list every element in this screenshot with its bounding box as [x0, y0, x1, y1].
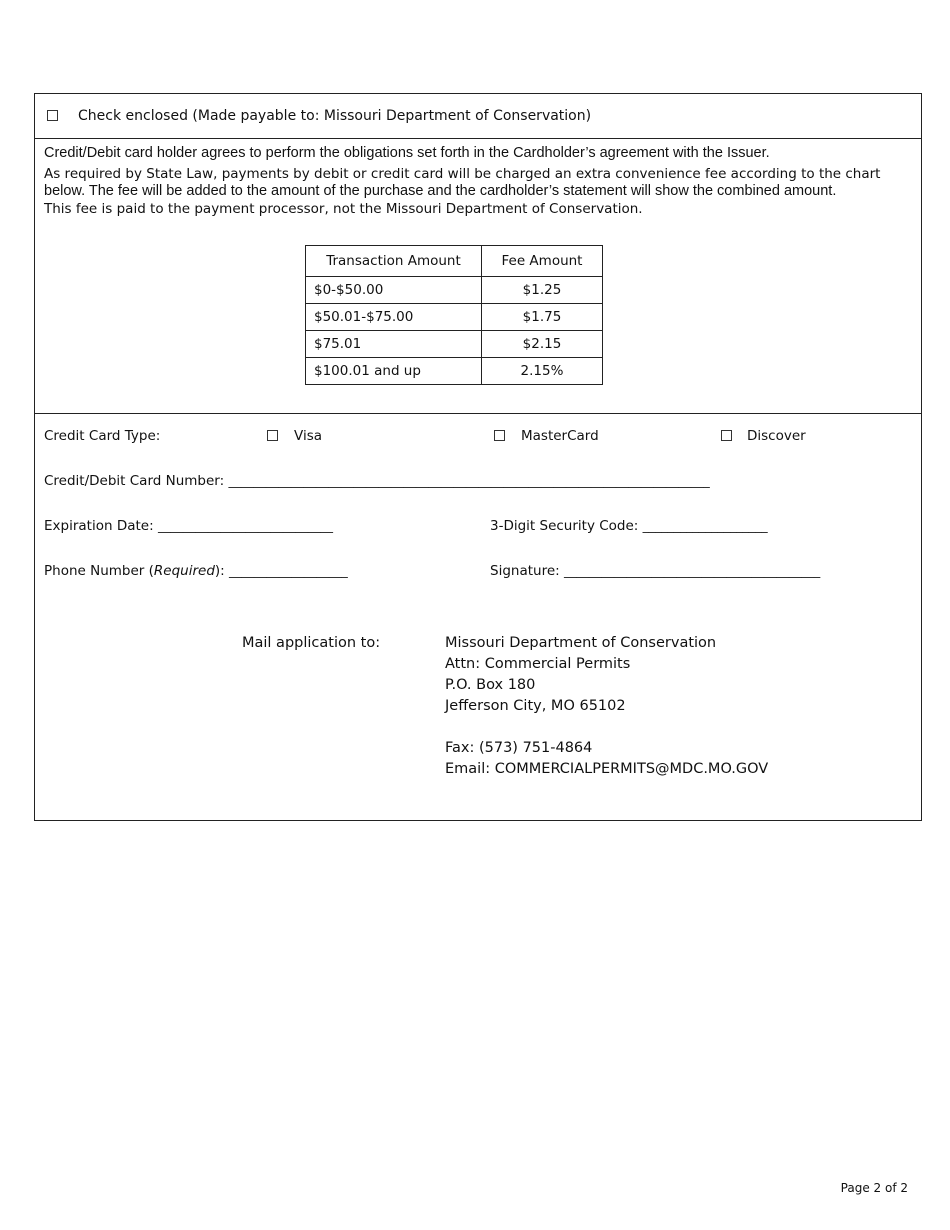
phone-number-blank[interactable]: ___________________ [229, 563, 348, 578]
email-address[interactable]: Email: COMMERCIALPERMITS@MDC.MO.GOV [445, 761, 769, 777]
card-number-field[interactable] [44, 473, 710, 489]
card-section [35, 414, 921, 820]
fee-table-row [306, 304, 603, 331]
check-section [35, 94, 921, 139]
security-code-field[interactable] [490, 518, 768, 534]
expiration-date-field[interactable] [44, 518, 333, 534]
signature-field[interactable] [490, 563, 820, 579]
address-line: Attn: Commercial Permits [445, 656, 631, 672]
transaction-amount-cell: $50.01-$75.00 [306, 304, 482, 331]
mailing-address [445, 633, 768, 780]
fee-table-row [306, 331, 603, 358]
mail-application-label: Mail application to: [242, 635, 381, 651]
fee-table-header-row [306, 246, 603, 277]
phone-number-label-prefix: Phone Number ( [44, 563, 154, 579]
signature-label: Signature: [490, 563, 560, 579]
fee-amount-cell: $1.25 [482, 277, 603, 304]
fee-section [35, 139, 921, 414]
address-spacer [445, 717, 768, 738]
visa-label: Visa [294, 428, 322, 444]
fee-amount-cell: $1.75 [482, 304, 603, 331]
fee-amount-cell: $2.15 [482, 331, 603, 358]
address-line: Missouri Department of Conservation [445, 635, 717, 651]
transaction-amount-cell: $75.01 [306, 331, 482, 358]
security-code-label: 3-Digit Security Code: [490, 518, 639, 534]
transaction-amount-cell: $0-$50.00 [306, 277, 482, 304]
expiration-date-blank[interactable]: ____________________________ [157, 518, 333, 533]
check-enclosed-label: Check enclosed (Made payable to: Missouri Department of Conservation) [78, 108, 592, 124]
mastercard-label: MasterCard [521, 428, 599, 444]
visa-checkbox[interactable] [267, 430, 278, 441]
state-law-line-1: As required by State Law, payments by debit or credit card will be charged an extra convenience fee according to the chart [44, 166, 881, 182]
phone-required-note: Required [153, 563, 215, 579]
page-number: Page 2 of 2 [840, 1181, 908, 1195]
fee-table-row [306, 277, 603, 304]
state-law-line-3: This fee is paid to the payment processor, not the Missouri Department of Conservation. [44, 201, 643, 217]
convenience-fee-table [305, 245, 603, 385]
phone-number-field[interactable] [44, 563, 348, 579]
address-line: Jefferson City, MO 65102 [445, 698, 626, 714]
discover-label: Discover [747, 428, 806, 444]
fee-table-row [306, 358, 603, 385]
signature-blank[interactable]: _________________________________________ [563, 563, 821, 578]
transaction-amount-header: Transaction Amount [306, 246, 482, 277]
discover-checkbox[interactable] [721, 430, 732, 441]
address-line: P.O. Box 180 [445, 677, 536, 693]
transaction-amount-cell: $100.01 and up [306, 358, 482, 385]
payment-form [34, 93, 922, 821]
check-enclosed-checkbox[interactable] [47, 110, 58, 121]
expiration-date-label: Expiration Date: [44, 518, 154, 534]
fee-amount-cell: 2.15% [482, 358, 603, 385]
mastercard-checkbox[interactable] [494, 430, 505, 441]
fax-number: Fax: (573) 751-4864 [445, 740, 593, 756]
card-type-label: Credit Card Type: [44, 428, 161, 444]
security-code-blank[interactable]: ____________________ [642, 518, 768, 533]
state-law-line-2: below. The fee will be added to the amount of the purchase and the cardholder’s statement will show the combined amount. [44, 183, 837, 199]
cardholder-agreement-text: Credit/Debit card holder agrees to perform the obligations set forth in the Cardholder’s agreement with the Issuer. [44, 145, 770, 161]
card-number-blank[interactable]: _____________________________________________________________________________ [228, 473, 710, 488]
card-number-label: Credit/Debit Card Number: [44, 473, 225, 489]
fee-amount-header: Fee Amount [482, 246, 603, 277]
phone-number-label-suffix: ): [214, 563, 225, 579]
